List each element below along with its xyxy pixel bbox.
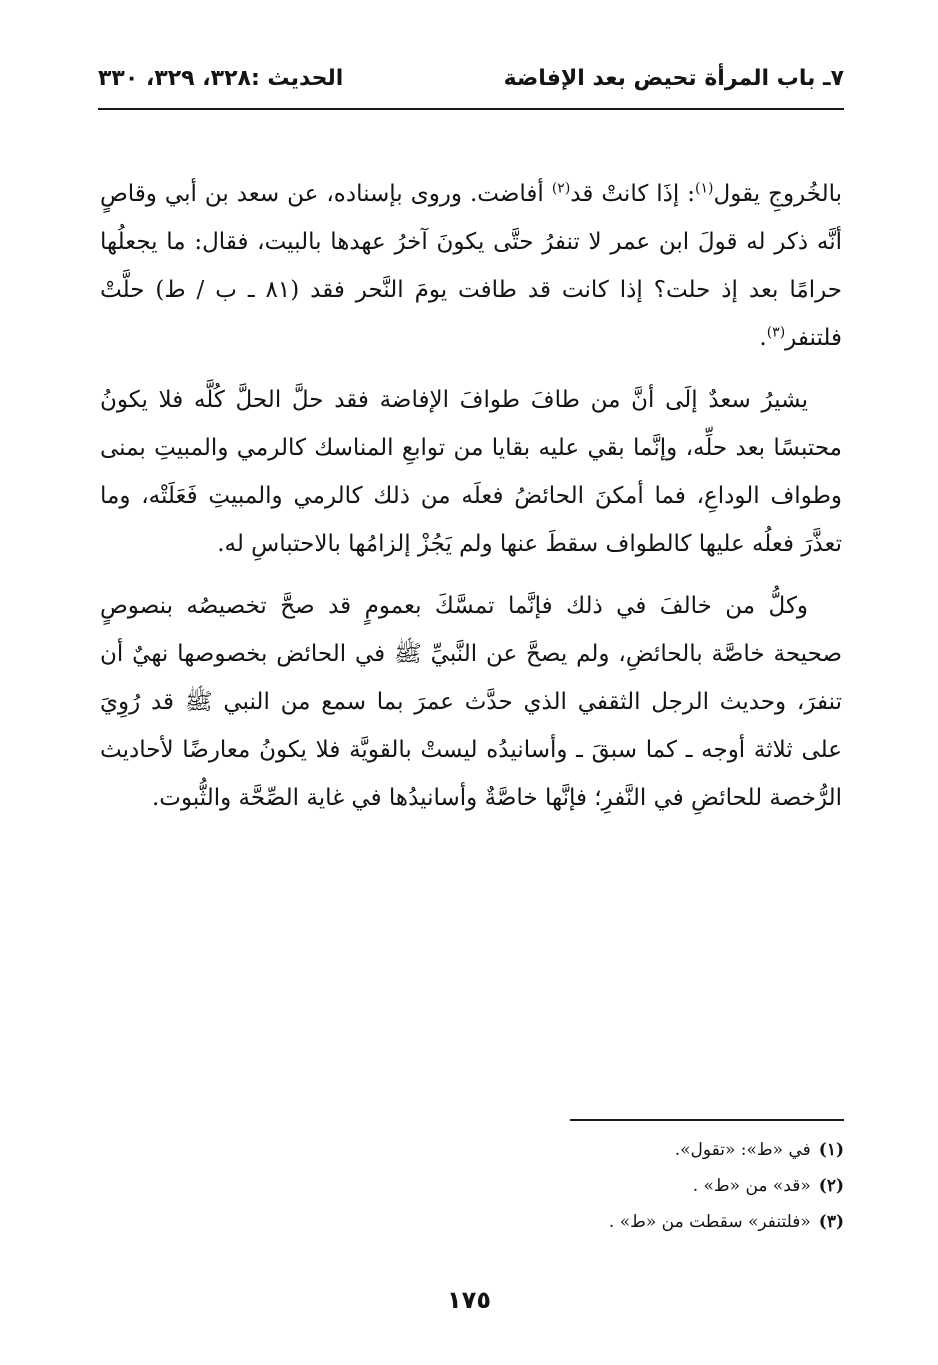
footnote-marker: (٢) (551, 180, 571, 197)
main-text (100, 170, 842, 822)
text-segment: أفاضت. وروى بإسناده، عن سعد بن أبي وقاصٍ أنَّه ذكر له قولَ ابن عمر لا تنفرُ حتَّى يكونَ آخرُ عهدها بالبيت، فقال: ما يجعلُها حرامًا بعد إذ حلت؟ إذا كانت قد طافت يومَ النَّحر فقد (٨١ ـ ب / ط) حلَّتْ فلتنفر (100, 181, 842, 351)
footnote-number: (٢) (818, 1176, 844, 1196)
footnote-text: في «ط»: «تقول». (674, 1140, 811, 1160)
header-divider (98, 108, 844, 110)
chapter-title: ٧ـ باب المرأة تحيض بعد الإفاضة (503, 66, 844, 91)
text-segment: : إذَا كانتْ قد (570, 181, 696, 207)
footnote-number: (٣) (818, 1212, 844, 1232)
text-segment: بالخُروجِ يقول (713, 181, 843, 207)
footnote-3 (420, 1204, 844, 1240)
paragraph-2 (100, 376, 842, 568)
footnote-marker: (٣) (766, 324, 786, 341)
paragraph-1 (100, 170, 842, 362)
text-segment: وكلُّ من خالفَ في ذلك فإنَّما تمسَّكَ بعمومٍ قد صحَّ تخصيصُه بنصوصٍ صحيحة خاصَّة بالحائضِ، ولم يصحَّ عن النَّبيِّ ﷺ في الحائض بخصوصها نهيٌ أن تنفرَ، وحديث الرجل الثقفي الذي حدَّث عمرَ بما سمع من النبي ﷺ قد رُوِيَ على ثلاثة أوجه ـ كما سبقَ ـ وأسانيدُه ليستْ بالقويَّة فلا يكونُ معارضًا لأحاديث الرُّخصة للحائضِ في النَّفرِ؛ فإنَّها خاصَّةٌ وأسانيدُها في غاية الصِّحَّة والثُّبوت. (100, 593, 842, 811)
paragraph-3 (100, 582, 842, 822)
footnotes (420, 1132, 844, 1240)
hadith-numbers: الحديث :٣٢٨، ٣٢٩، ٣٣٠ (98, 66, 344, 91)
text-segment: . (759, 325, 767, 351)
running-header (98, 62, 844, 104)
footnote-number: (١) (818, 1140, 844, 1160)
footnote-text: «فلتنفر» سقطت من «ط» . (608, 1212, 811, 1232)
footnote-text: «قد» من «ط» . (692, 1176, 811, 1196)
footnote-divider (570, 1119, 844, 1121)
footnote-1 (420, 1132, 844, 1168)
footnote-2 (420, 1168, 844, 1204)
text-segment: يشيرُ سعدٌ إلَى أنَّ من طافَ طوافَ الإفاضة فقد حلَّ الحلَّ كُلَّه فلا يكونُ محتبسًا بعد حلِّه، وإنَّما بقي عليه بقايا من توابعِ المناسك كالرمي والمبيتِ بمنى وطواف الوداعِ، فما أمكنَ الحائضُ فعلَه من ذلك كالرمي والمبيتِ فَعَلَتْه، وما تعذَّرَ فعلُه عليها كالطواف سقطَ عنها ولم يَجُزْ إلزامُها بالاحتباسِ له. (100, 387, 842, 557)
footnote-marker: (١) (695, 180, 714, 197)
page-number: ١٧٥ (447, 1286, 491, 1314)
